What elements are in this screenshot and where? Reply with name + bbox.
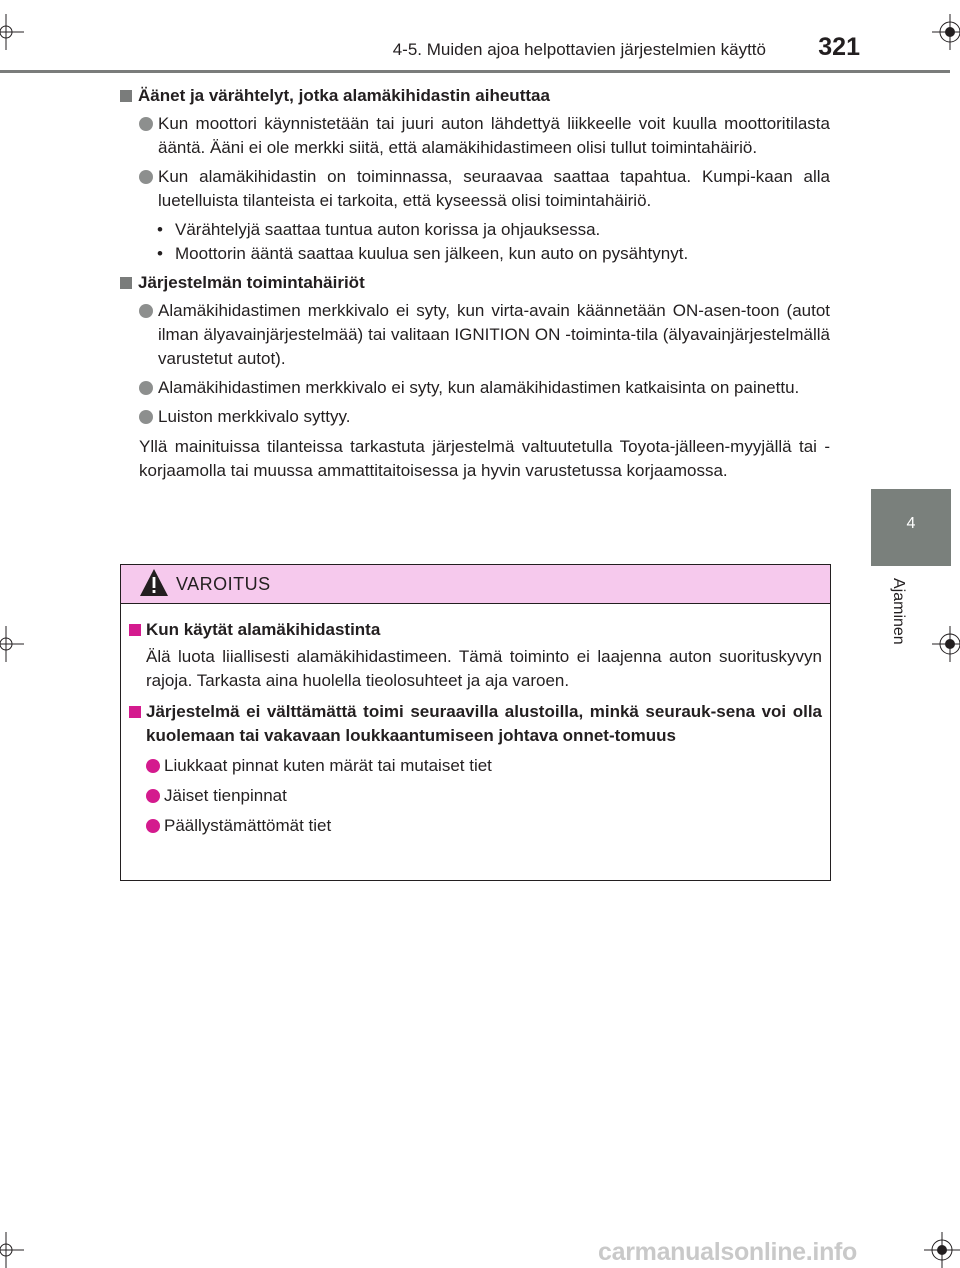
crop-mark-bottom-right — [924, 1232, 960, 1268]
round-bullet-icon — [146, 819, 160, 833]
warning-section-heading-text: Kun käytät alamäkihidastinta — [146, 620, 381, 639]
crop-mark-mid-right — [932, 626, 960, 662]
section-heading — [120, 271, 830, 295]
warning-box — [120, 564, 831, 881]
round-bullet-icon — [139, 381, 153, 395]
warning-list-item-text: Jäiset tienpinnat — [164, 786, 287, 805]
warning-paragraph: Älä luota liiallisesti alamäkihidastimeen. Tämä toiminto ei laajenna auton suorituskyvyn rajoja. Tarkasta aina huolella tieolosuhteet ja aja varoen. — [146, 647, 822, 690]
warning-body — [121, 604, 830, 838]
sub-list-item-text: Värähtelyjä saattaa tuntua auton korissa ja ohjauksessa. — [175, 220, 601, 239]
chapter-title: 4-5. Muiden ajoa helpottavien järjestelmien käyttö — [392, 40, 766, 59]
warning-list-item-text: Päällystämättömät tiet — [164, 816, 332, 835]
warning-header — [121, 565, 830, 604]
warning-list-item — [129, 754, 822, 778]
round-bullet-icon — [139, 170, 153, 184]
warning-title: VAROITUS — [176, 574, 271, 594]
section-heading — [120, 84, 830, 108]
watermark: carmanualsonline.info — [598, 1238, 858, 1266]
section-heading-text: Äänet ja värähtelyt, jotka alamäkihidastin aiheuttaa — [138, 86, 550, 105]
list-item — [120, 112, 830, 160]
list-item-text: Luiston merkkivalo syttyy. — [158, 407, 351, 426]
small-bullet-icon: • — [157, 244, 163, 263]
header-rule — [0, 70, 950, 73]
warning-triangle-icon — [139, 568, 169, 597]
side-tab-number: 4 — [906, 515, 916, 532]
square-bullet-icon — [129, 706, 141, 718]
warning-list-item-text: Liukkaat pinnat kuten märät tai mutaiset tiet — [164, 756, 492, 775]
crop-mark-bottom-left — [0, 1232, 24, 1268]
list-item-text: Alamäkihidastimen merkkivalo ei syty, kun alamäkihidastimen katkaisinta on painettu. — [158, 378, 800, 397]
section-heading-text: Järjestelmän toimintahäiriöt — [138, 273, 365, 292]
round-bullet-icon — [139, 304, 153, 318]
warning-list-item — [129, 784, 822, 808]
list-item — [120, 299, 830, 371]
square-bullet-icon — [129, 624, 141, 636]
warning-list-item — [129, 814, 822, 838]
main-content — [120, 84, 830, 483]
list-item — [120, 405, 830, 429]
round-bullet-icon — [146, 789, 160, 803]
list-item-text: Kun alamäkihidastin on toiminnassa, seuraavaa saattaa tapahtua. Kumpi-kaan alla luetelluista tilanteista ei tarkoita, että kyseessä olisi toimintahäiriö. — [158, 167, 830, 210]
note-paragraph: Yllä mainituissa tilanteissa tarkastuta järjestelmä valtuutetulla Toyota-jälleen-myyjällä tai -korjaamolla tai muussa ammattitaitoisessa ja hyvin varustetussa korjaamossa. — [139, 437, 830, 480]
list-item — [120, 165, 830, 213]
round-bullet-icon — [146, 759, 160, 773]
square-bullet-icon — [120, 90, 132, 102]
list-item — [120, 376, 830, 400]
round-bullet-icon — [139, 117, 153, 131]
sub-list-item — [120, 242, 830, 266]
round-bullet-icon — [139, 410, 153, 424]
square-bullet-icon — [120, 277, 132, 289]
crop-mark-top-right — [932, 14, 960, 50]
sub-list-item — [120, 218, 830, 242]
page-number: 321 — [818, 33, 860, 61]
warning-section-heading — [129, 618, 822, 642]
chapter-side-tab[interactable] — [871, 489, 951, 566]
warning-section-heading — [129, 700, 822, 748]
side-tab-label: Ajaminen — [890, 578, 907, 645]
small-bullet-icon: • — [157, 220, 163, 239]
sub-list-item-text: Moottorin ääntä saattaa kuulua sen jälkeen, kun auto on pysähtynyt. — [175, 244, 689, 263]
crop-mark-mid-left — [0, 626, 24, 662]
list-item-text: Kun moottori käynnistetään tai juuri auton lähdettyä liikkeelle voit kuulla moottoritilasta ääntä. Ääni ei ole merkki siitä, että alamäkihidastimeen olisi tullut toimintahäiriö. — [158, 114, 830, 157]
warning-section-heading-text: Järjestelmä ei välttämättä toimi seuraavilla alustoilla, minkä seurauk-sena voi olla kuolemaan tai vakavaan loukkaantumiseen johtava onnet-tomuus — [146, 702, 822, 745]
crop-mark-top-left — [0, 14, 24, 50]
list-item-text: Alamäkihidastimen merkkivalo ei syty, kun virta-avain käännetään ON-asen-toon (autot ilman älyavainjärjestelmää) tai valitaan IGNITION ON -toiminta-tila (älyavainjärjestelmällä varustetut autot). — [158, 301, 830, 368]
